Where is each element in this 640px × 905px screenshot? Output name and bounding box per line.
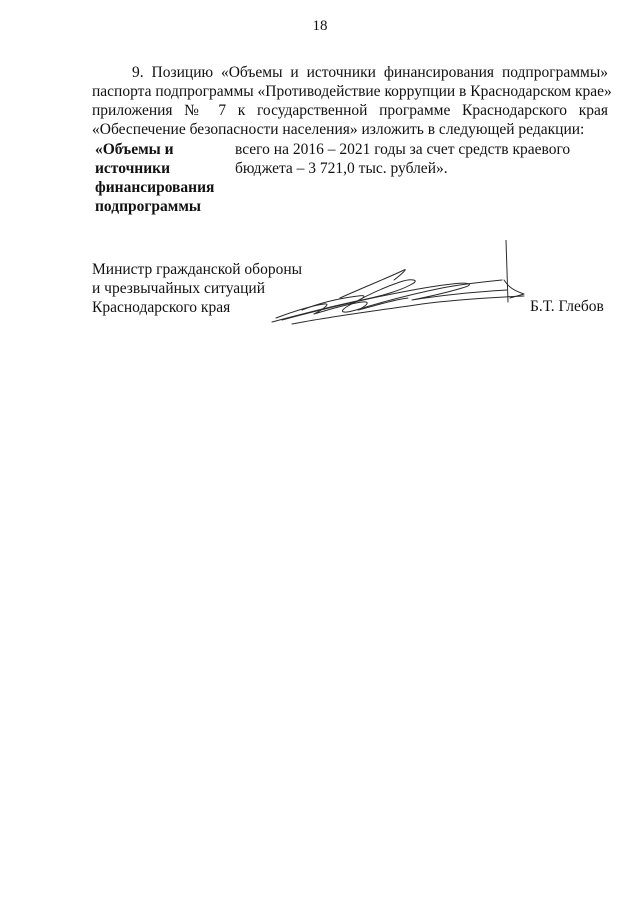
value-line: бюджета – 3 721,0 тыс. рублей». (235, 160, 448, 177)
amendment-paragraph (92, 63, 612, 139)
page-number: 18 (312, 18, 328, 34)
value-line: всего на 2016 – 2021 годы за счет средств краевого (235, 141, 571, 158)
position-line: Министр гражданской обороны (92, 261, 303, 278)
label-line: подпрограммы (95, 198, 202, 215)
paragraph-line: паспорта подпрограммы «Противодействие коррупции в Краснодарском крае» (92, 83, 612, 100)
signer-name: Б.Т. Глебов (530, 298, 604, 315)
funding-table (95, 140, 595, 216)
label-line: источники (95, 160, 171, 177)
table-label-cell (95, 140, 235, 216)
handwritten-signature (262, 240, 530, 330)
paragraph-line: приложения № 7 к государственной программе Краснодарского края (92, 102, 608, 119)
table-row (95, 140, 595, 216)
paragraph-line: «Обеспечение безопасности населения» изложить в следующей редакции: (92, 121, 585, 138)
position-line: и чрезвычайных ситуаций (92, 280, 265, 297)
paragraph-line: 9. Позицию «Объемы и источники финансирования подпрограммы» (132, 64, 608, 81)
label-line: финансирования (95, 179, 215, 196)
table-value-cell (235, 140, 585, 216)
label-line: «Объемы и (95, 141, 174, 158)
position-line: Краснодарского края (92, 299, 231, 316)
